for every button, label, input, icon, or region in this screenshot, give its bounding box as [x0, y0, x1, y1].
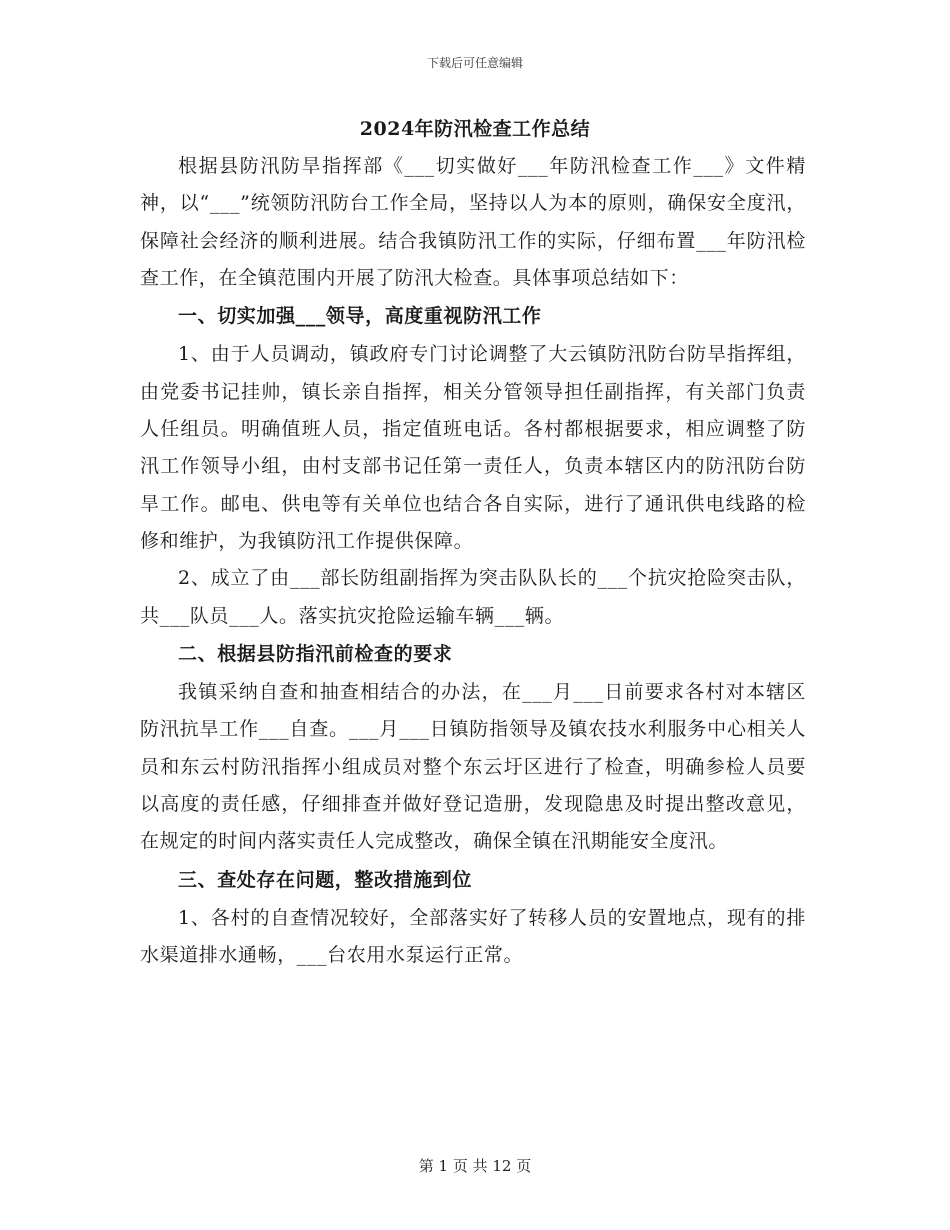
section-heading-2: 二、根据县防指汛前检查的要求	[178, 642, 453, 665]
page-header-note: 下载后可任意编辑	[426, 56, 523, 70]
section-1-paragraph-2: 2、成立了由___部长防组副指挥为突击队队长的___个抗灾抢险突击队，共___队员___人。落实抗灾抢险运输车辆___辆。	[140, 567, 806, 627]
section-heading-1: 一、切实加强___领导，高度重视防汛工作	[178, 305, 542, 328]
document-title: 2024年防汛检查工作总结	[359, 118, 591, 140]
section-2-paragraph-1: 我镇采纳自查和抽查相结合的办法，在___月___日前要求各村对本辖区防汛抗旱工作___自查。___月___日镇防指领导及镇农技水利服务中心相关人员和东云村防汛指挥小组成员对整个东云圩区进行了检查，明确参检人员要以高度的责任感，仔细排查并做好登记造册，发现隐患及时提出整改意见，在规定的时间内落实责任人完成整改，确保全镇在汛期能安全度汛。	[140, 681, 806, 853]
section-3-paragraph-1: 1、各村的自查情况较好，全部落实好了转移人员的安置地点，现有的排水渠道排水通畅，___台农用水泵运行正常。	[140, 906, 806, 967]
section-heading-3: 三、查处存在问题，整改措施到位	[178, 868, 473, 891]
section-1-paragraph-1: 1、由于人员调动，镇政府专门讨论调整了大云镇防汛防台防旱指挥组，由党委书记挂帅，镇长亲自指挥，相关分管领导担任副指挥，有关部门负责人任组员。明确值班人员，指定值班电话。各村都根据要求，相应调整了防汛工作领导小组，由村支部书记任第一责任人，负责本辖区内的防汛防台防旱工作。邮电、供电等有关单位也结合各自实际，进行了通讯供电线路的检修和维护，为我镇防汛工作提供保障。	[140, 343, 806, 552]
document-body	[140, 148, 806, 975]
page-footer-page-number: 第 1 页 共 12 页	[418, 1157, 532, 1175]
intro-paragraph: 根据县防汛防旱指挥部《___切实做好___年防汛检查工作___》文件精神，以“___”统领防汛防台工作全局，坚持以人为本的原则，确保安全度汛，保障社会经济的顺利进展。结合我镇防汛工作的实际，仔细布置___年防汛检查工作，在全镇范围内开展了防汛大检查。具体事项总结如下：	[140, 155, 806, 289]
